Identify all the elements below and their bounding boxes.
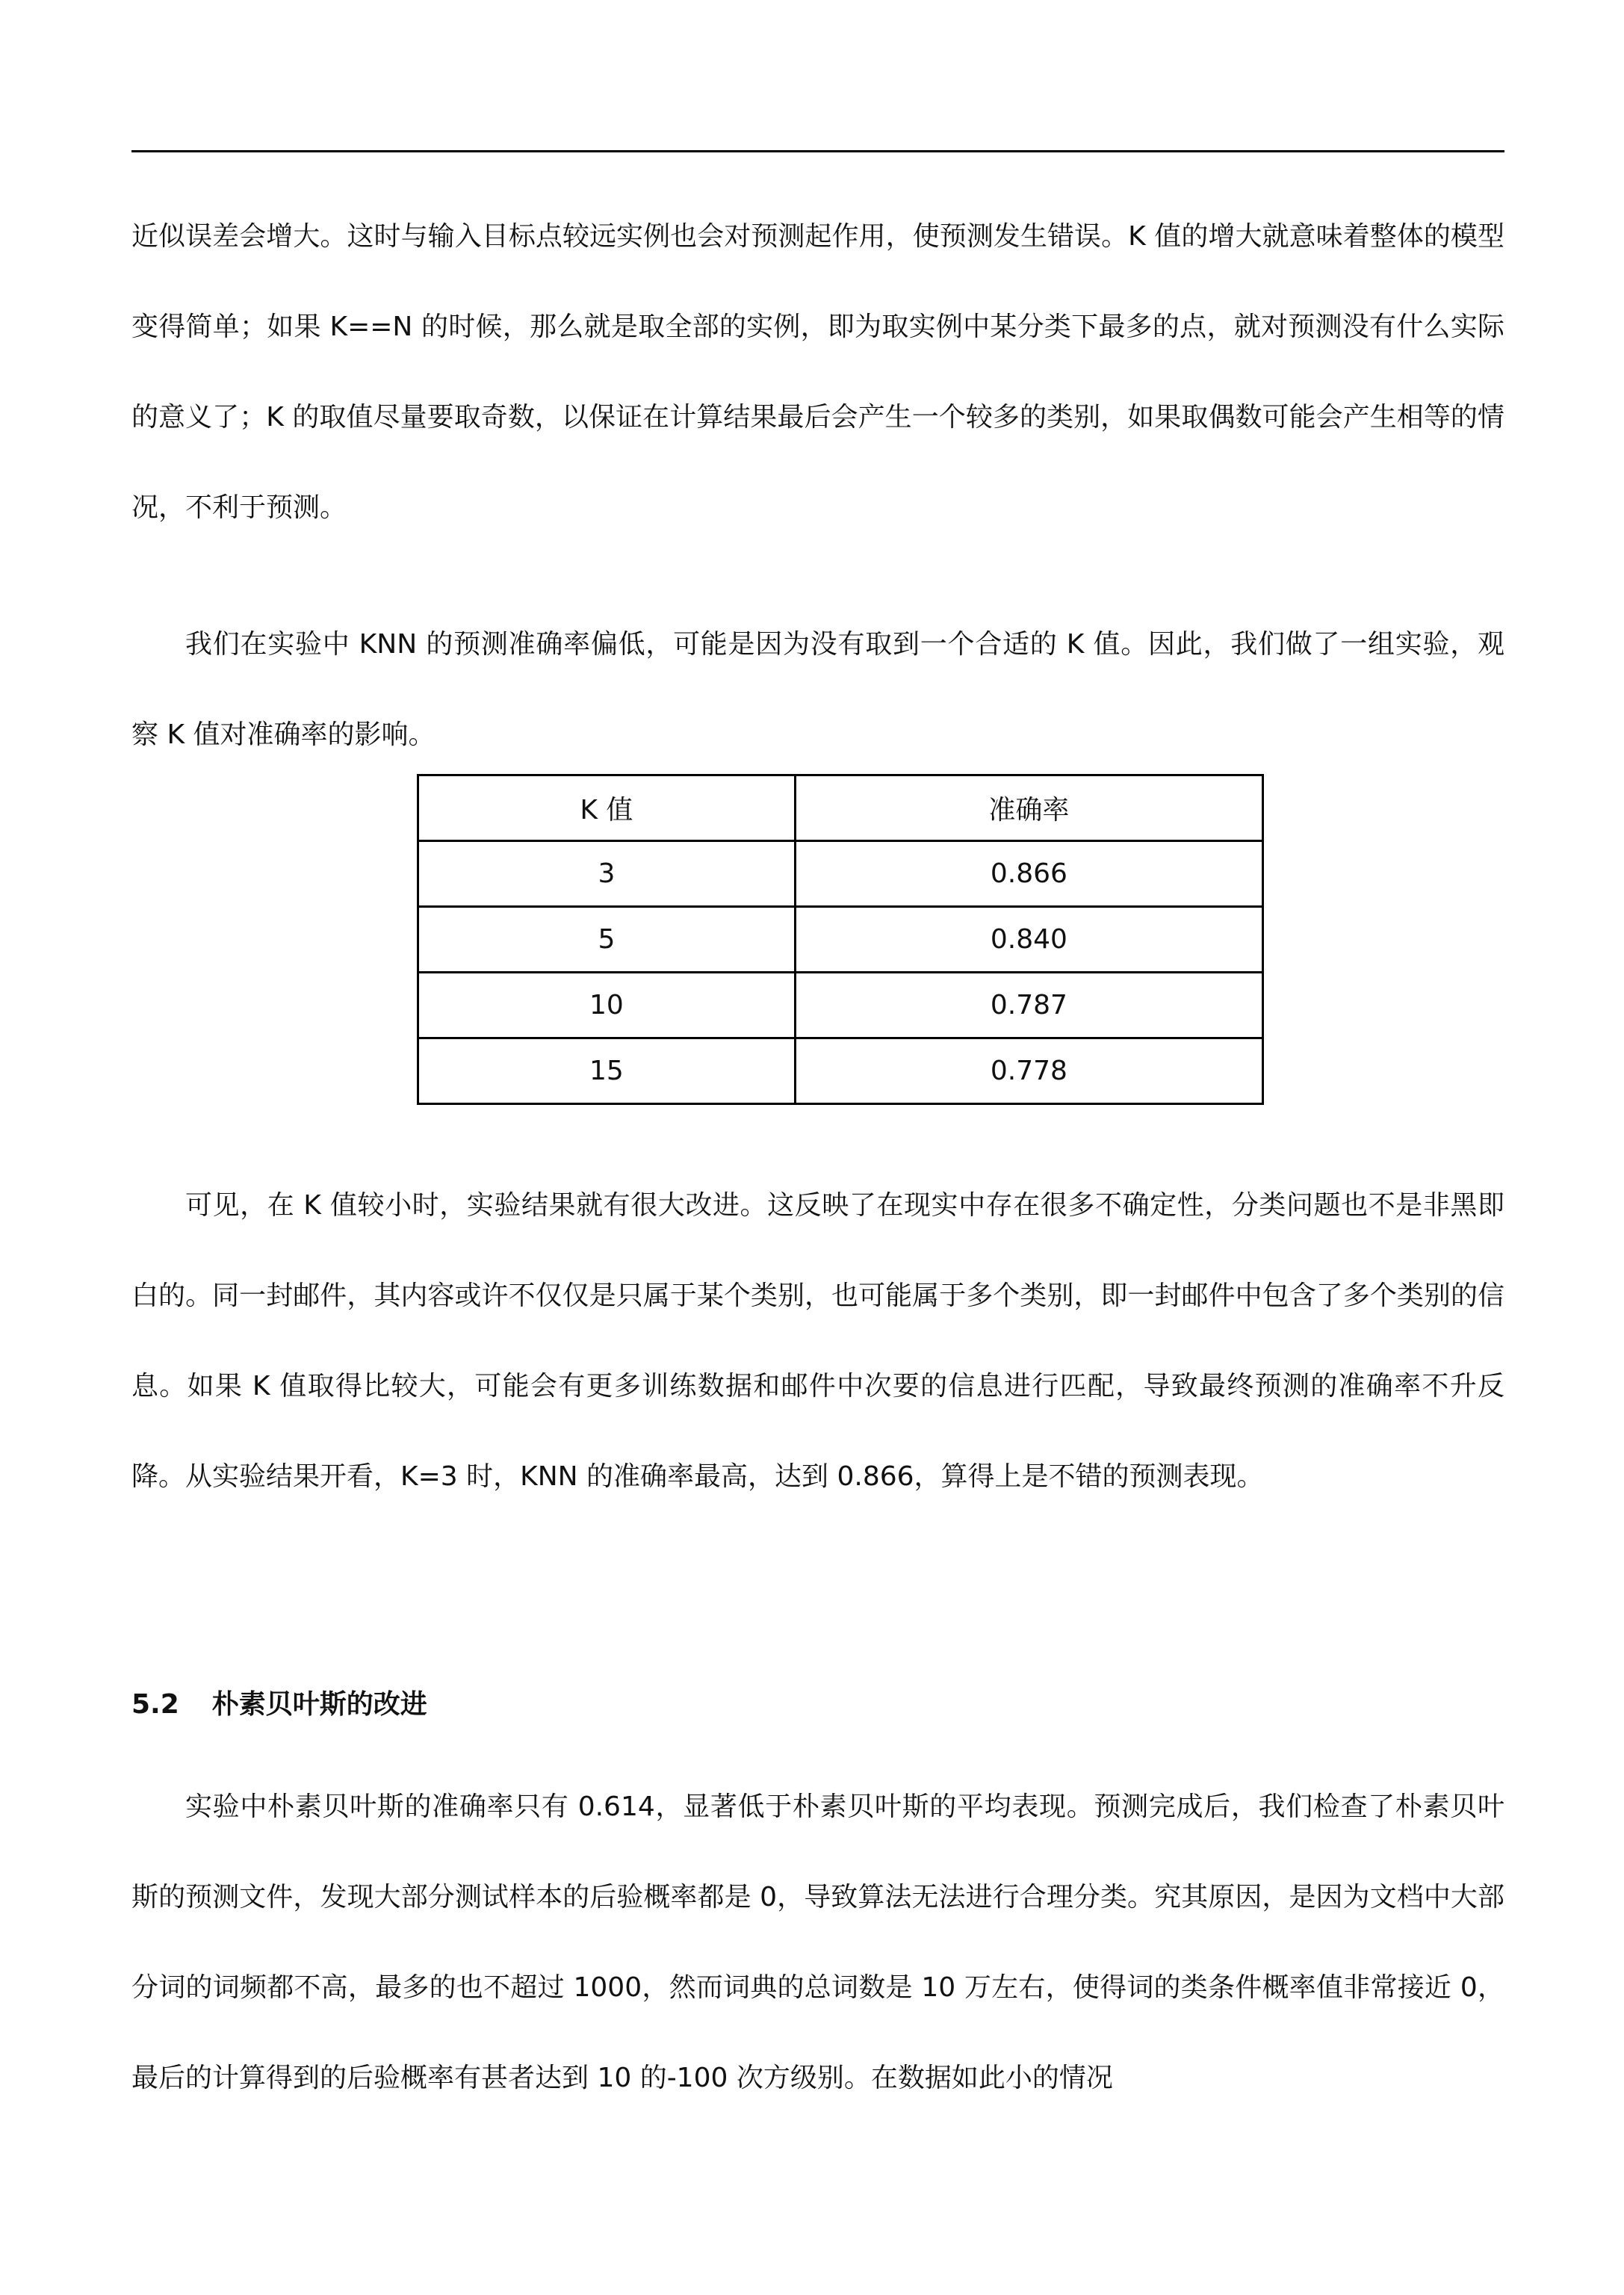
table-cell-accuracy: 0.866 [795,841,1262,907]
table-cell-k: 15 [418,1038,796,1104]
table-row [418,907,1263,973]
table-cell-k: 5 [418,907,796,973]
table-row [418,1038,1263,1104]
table-cell-accuracy: 0.840 [795,907,1262,973]
k-accuracy-table [417,774,1264,1105]
table-row [418,841,1263,907]
table-header-k: K 值 [418,775,796,841]
table-cell-k: 3 [418,841,796,907]
table-cell-accuracy: 0.787 [795,973,1262,1038]
paragraph-bayes: 实验中朴素贝叶斯的准确率只有 0.614，显著低于朴素贝叶斯的平均表现。预测完成后，我们检查了朴素贝叶斯的预测文件，发现大部分测试样本的后验概率都是 0，导致算法无法进行合理分类。究其原因，是因为文档中大部分词的词频都不高，最多的也不超过 1000，然而词典的总词数是 10 万左右，使得词的类条件概率值非常接近 0，最后的计算得到的后验概率有甚者达到 10 的-100 次方级别。在数据如此小的情况 [131,1791,1504,2093]
paragraph-analysis: 可见，在 K 值较小时，实验结果就有很大改进。这反映了在现实中存在很多不确定性，分类问题也不是非黑即白的。同一封邮件，其内容或许不仅仅是只属于某个类别，也可能属于多个类别，即一封邮件中包含了多个类别的信息。如果 K 值取得比较大，可能会有更多训练数据和邮件中次要的信息进行匹配，导致最终预测的准确率不升反降。从实验结果开看，K=3 时，KNN 的准确率最高，达到 0.866，算得上是不错的预测表现。 [131,1190,1504,1492]
table-cell-k: 10 [418,973,796,1038]
section-title: 朴素贝叶斯的改进 [211,1689,427,1720]
section-heading [131,1682,427,1727]
section-number: 5.2 [131,1689,179,1720]
table-cell-accuracy: 0.778 [795,1038,1262,1104]
table-header-row [418,775,1263,841]
table-row [418,973,1263,1038]
paragraph-intro: 近似误差会增大。这时与输入目标点较远实例也会对预测起作用，使预测发生错误。K 值的增大就意味着整体的模型变得简单；如果 K==N 的时候，那么就是取全部的实例，即为取实例中某分类下最多的点，就对预测没有什么实际的意义了；K 的取值尽量要取奇数，以保证在计算结果最后会产生一个较多的类别，如果取偶数可能会产生相等的情况，不利于预测。 [131,221,1504,523]
paragraph-experiment: 我们在实验中 KNN 的预测准确率偏低，可能是因为没有取到一个合适的 K 值。因此，我们做了一组实验，观察 K 值对准确率的影响。 [131,629,1504,750]
header-rule [131,150,1504,152]
table-header-accuracy: 准确率 [795,775,1262,841]
